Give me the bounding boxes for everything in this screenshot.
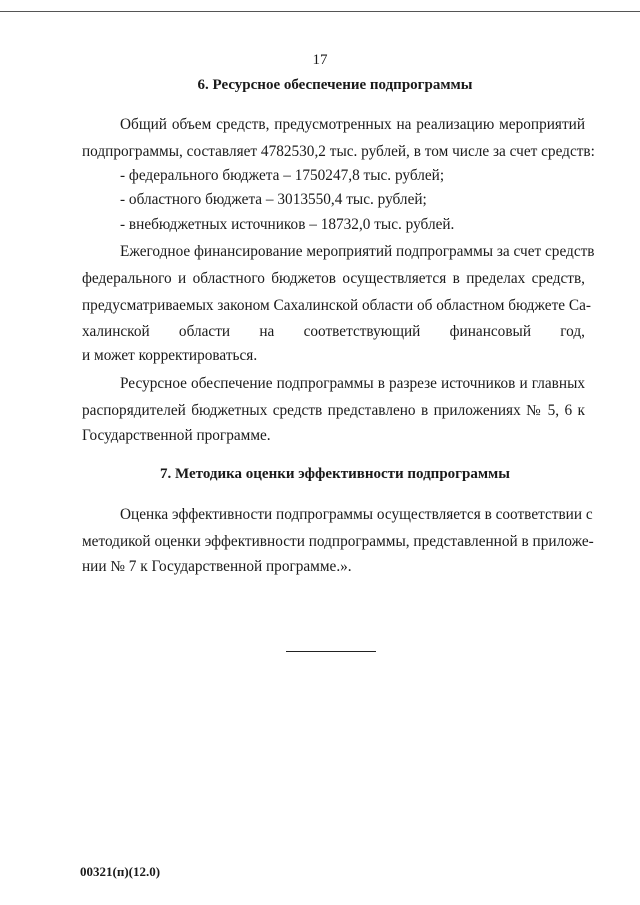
paragraph-line: Государственной программе. [82, 427, 271, 444]
paragraph-line: Оценка эффективности подпрограммы осуществляется в соответствии с [120, 506, 593, 523]
paragraph-line: халинской области на соответствующий финансовый год, [82, 323, 585, 340]
paragraph-line: подпрограммы, составляет 4782530,2 тыс. рублей, в том числе за счет средств: [82, 143, 595, 160]
closing-rule [286, 651, 376, 652]
list-item: - федерального бюджета – 1750247,8 тыс. рублей; [120, 167, 445, 184]
paragraph-line: нии № 7 к Государственной программе.». [82, 558, 352, 575]
paragraph-line: методикой оценки эффективности подпрограммы, представленной в приложе- [82, 533, 594, 550]
paragraph-line: Ежегодное финансирование мероприятий подпрограммы за счет средств [120, 243, 595, 260]
page-number: 17 [312, 52, 328, 68]
top-rule [0, 11, 640, 12]
paragraph-line: Ресурсное обеспечение подпрограммы в разрезе источников и главных [120, 375, 585, 392]
section-6-title: 6. Ресурсное обеспечение подпрограммы [197, 77, 473, 93]
paragraph-line: распорядителей бюджетных средств представлено в приложениях № 5, 6 к [82, 402, 585, 419]
list-item: - областного бюджета – 3013550,4 тыс. рублей; [120, 191, 427, 208]
document-code: 00321(п)(12.0) [80, 864, 161, 879]
section-7-title: 7. Методика оценки эффективности подпрограммы [160, 466, 510, 482]
list-item: - внебюджетных источников – 18732,0 тыс. рублей. [120, 216, 455, 233]
paragraph-line: Общий объем средств, предусмотренных на реализацию мероприятий [120, 116, 585, 133]
paragraph-line: и может корректироваться. [82, 347, 258, 364]
paragraph-line: федерального и областного бюджетов осуществляется в пределах средств, [82, 270, 585, 287]
paragraph-line: предусматриваемых законом Сахалинской области об областном бюджете Са- [82, 297, 591, 314]
